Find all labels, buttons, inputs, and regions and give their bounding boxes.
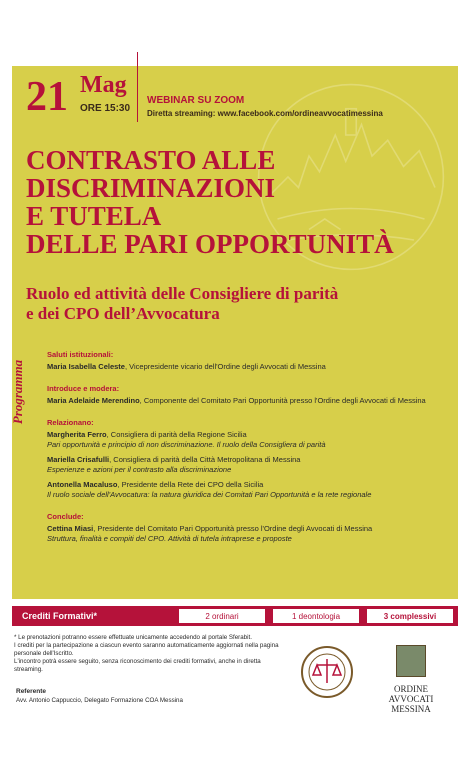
section-title: Saluti istituzionali: [47,350,114,359]
org-line-1: ORDINE AVVOCATI [388,684,434,704]
notes [14,634,284,674]
program-list [47,350,447,556]
speaker-role: , Vicepresidente vicario dell'Ordine degli Avvocati di Messina [124,362,326,371]
speaker-topic: Il ruolo sociale dell'Avvocatura: la natura giuridica dei Comitati Pari Opportunità e la rete regionale [47,490,372,499]
speaker-role: , Consigliera di parità della Regione Sicilia [106,430,247,439]
event-day: 21 [26,74,68,120]
main-title [26,146,394,258]
section-title: Relazionano: [47,418,94,427]
program-label-box [10,350,40,440]
speaker-entry [47,362,447,372]
speaker-name: Maria Adelaide Merendino [47,396,140,405]
speaker-entry [47,396,447,406]
credits-deontologia: 1 deontologia [272,608,360,624]
speaker-role: , Componente del Comitato Pari Opportunità presso l'Ordine degli Avvocati di Messina [139,396,426,405]
title-line-1: CONTRASTO ALLE [26,145,276,175]
referente-text: Avv. Antonio Cappuccio, Delegato Formazione COA Messina [16,697,183,704]
speaker-topic: Esperienze e azioni per il contrasto alla discriminazione [47,465,232,474]
subtitle-line-1: Ruolo ed attività delle Consigliere di parità [26,284,339,303]
speaker-entry [47,524,447,544]
org-line-2: MESSINA [391,704,431,714]
speaker-entry [47,455,447,475]
section-introduce [47,384,447,406]
streaming-link[interactable]: Diretta streaming: www.facebook.com/ordineavvocatimessina [147,109,383,118]
section-conclude [47,512,447,544]
speaker-topic: Struttura, finalità e compiti del CPO. Attività di tutela intraprese e proposte [47,534,292,543]
title-line-4: DELLE PARI OPPORTUNITÀ [26,229,394,259]
speaker-name: Mariella Crisafulli [47,455,110,464]
title-line-2: DISCRIMINAZIONI [26,173,276,203]
speaker-entry [47,480,447,500]
credits-label: Crediti Formativi* [22,611,98,621]
note-line-1: * Le prenotazioni potranno essere effettuate unicamente accedendo al portale Sferabit. [14,634,252,641]
section-relazionano [47,418,447,500]
event-time: ORE 15:30 [80,103,131,114]
credits-ordinari: 2 ordinari [178,608,266,624]
title-line-3: E TUTELA [26,201,162,231]
referente-title: Referente [16,688,46,695]
speaker-name: Cettina Miasi [47,524,94,533]
section-title: Introduce e modera: [47,384,120,393]
speaker-role: , Presidente del Comitato Pari Opportunità presso l'Ordine degli Avvocati di Messina [93,524,373,533]
event-month: Mag [80,72,127,98]
speaker-name: Margherita Ferro [47,430,107,439]
speaker-entry [47,430,447,450]
speaker-role: , Consigliera di parità della Città Metropolitana di Messina [109,455,301,464]
header-divider [137,52,138,122]
speaker-role: , Presidente della Rete dei CPO della Sicilia [117,480,264,489]
cpo-seal-logo [300,645,354,699]
speaker-name: Antonella Macaluso [47,480,118,489]
note-line-2: I crediti per la partecipazione a ciascun evento saranno automaticamente aggiornati nella pagina personale dell'Iscritto. [14,642,279,657]
program-label: Programma [10,359,26,425]
top-margin [0,0,470,66]
credits-complessivi: 3 complessivi [366,608,454,624]
webinar-label: WEBINAR SU ZOOM [147,95,245,106]
section-saluti [47,350,447,372]
note-line-3: L'incontro potrà essere seguito, senza riconoscimento dei crediti formativi, anche in diretta streaming. [14,658,261,673]
organization-name [371,684,451,714]
speaker-topic: Pari opportunità e principio di non discriminazione. Il ruolo della Consigliera di parità [47,440,326,449]
subtitle-line-2: e dei CPO dell’Avvocatura [26,304,220,323]
coa-crest-logo [396,645,426,677]
subtitle [26,284,338,324]
section-title: Conclude: [47,512,84,521]
speaker-name: Maria Isabella Celeste [47,362,125,371]
